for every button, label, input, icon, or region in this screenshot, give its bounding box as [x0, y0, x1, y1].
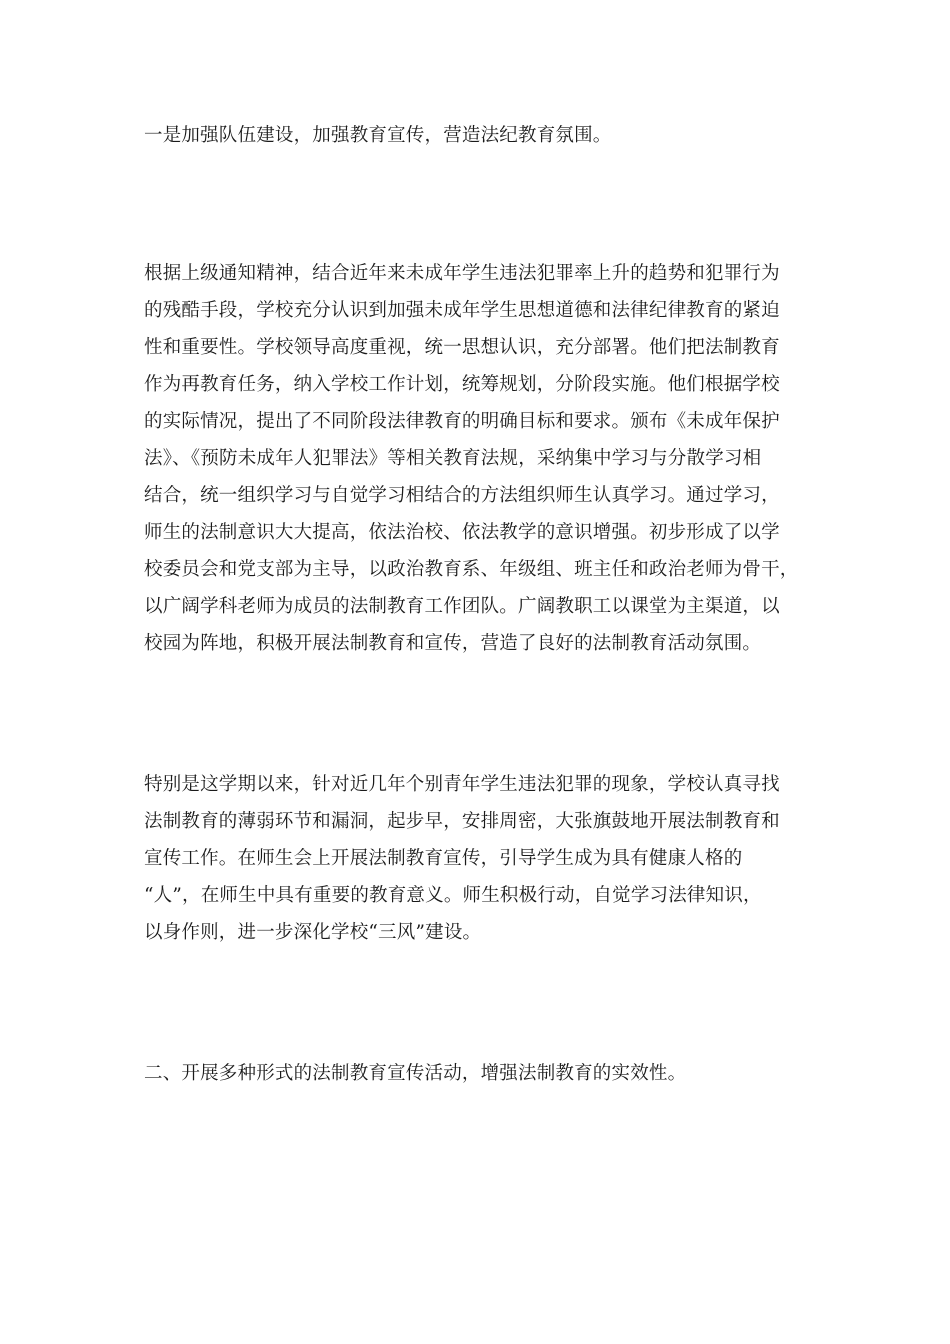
paragraph-1-line: 结合，统一组织学习与自觉学习相结合的方法组织师生认真学习。通过学习，	[144, 485, 780, 506]
paragraph-1-line: 师生的法制意识大大提高，依法治校、依法教学的意识增强。初步形成了以学	[144, 522, 780, 543]
paragraph-2-line: “人”，在师生中具有重要的教育意义。师生积极行动，自觉学习法律知识，	[144, 885, 762, 906]
paragraph-1-line: 的实际情况，提出了不同阶段法律教育的明确目标和要求。颁布《未成年保护	[144, 411, 780, 432]
paragraph-1-line: 校委员会和党支部为主导，以政治教育系、年级组、班主任和政治老师为骨干，	[144, 559, 799, 580]
paragraph-1-line: 法》、《预防未成年人犯罪法》等相关教育法规，采纳集中学习与分散学习相	[144, 448, 762, 469]
paragraph-1-line: 的残酷手段，学校充分认识到加强未成年学生思想道德和法律纪律教育的紧迫	[144, 300, 780, 321]
section-heading-2: 二、开展多种形式的法制教育宣传活动，增强法制教育的实效性。	[144, 1063, 687, 1084]
paragraph-2-line: 特别是这学期以来，针对近几年个别青年学生违法犯罪的现象，学校认真寻找	[144, 774, 780, 795]
paragraph-1-line: 根据上级通知精神，结合近年来未成年学生违法犯罪率上升的趋势和犯罪行为	[144, 263, 780, 284]
paragraph-2-line: 法制教育的薄弱环节和漏洞，起步早，安排周密，大张旗鼓地开展法制教育和	[144, 811, 780, 832]
section-heading-1: 一是加强队伍建设，加强教育宣传，营造法纪教育氛围。	[144, 125, 612, 146]
paragraph-2-line: 以身作则，进一步深化学校“三风”建设。	[144, 922, 482, 943]
paragraph-1-line: 作为再教育任务，纳入学校工作计划，统筹规划，分阶段实施。他们根据学校	[144, 374, 780, 395]
paragraph-1-line: 校园为阵地，积极开展法制教育和宣传，营造了良好的法制教育活动氛围。	[144, 633, 762, 654]
paragraph-2-line: 宣传工作。在师生会上开展法制教育宣传，引导学生成为具有健康人格的	[144, 848, 743, 869]
paragraph-1-line: 以广阔学科老师为成员的法制教育工作团队。广阔教职工以课堂为主渠道，以	[144, 596, 780, 617]
paragraph-1-line: 性和重要性。学校领导高度重视，统一思想认识，充分部署。他们把法制教育	[144, 337, 780, 358]
